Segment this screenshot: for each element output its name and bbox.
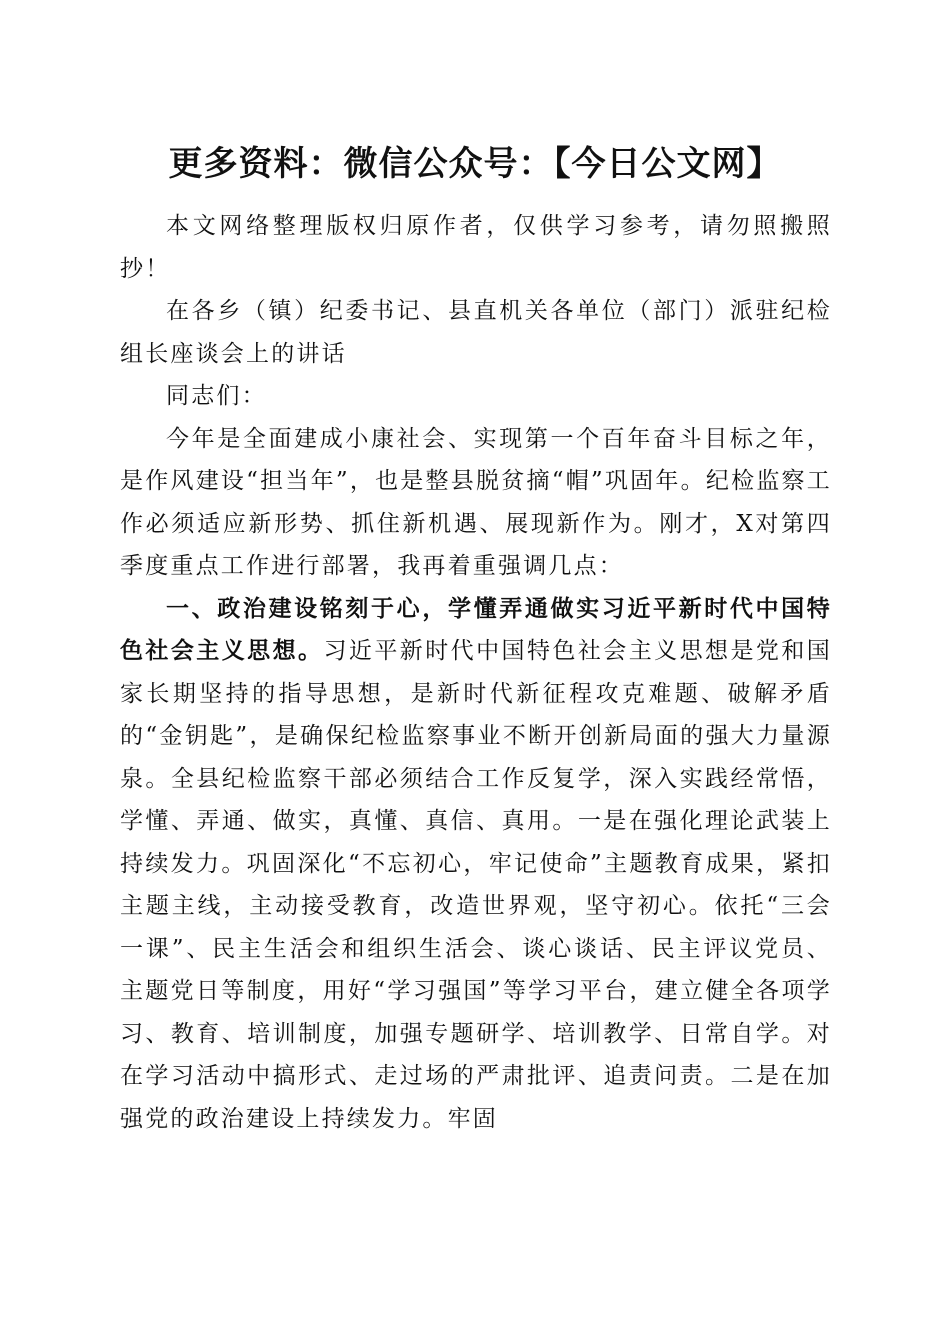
- section-1-paragraph: [120, 588, 832, 1141]
- speech-title: 在各乡（镇）纪委书记、县直机关各单位（部门）派驻纪检组长座谈会上的讲话: [120, 298, 832, 367]
- header-title: 更多资料：微信公众号：【今日公文网】: [168, 144, 782, 184]
- section-1-heading: 一、政治建设铭刻于心，学懂弄通做实习近平新时代中国特色社会主义思想。: [120, 595, 832, 664]
- section-1-body: 习近平新时代中国特色社会主义思想是党和国家长期坚持的指导思想，是新时代新征程攻克难题、破解矛盾的“金钥匙”，是确保纪检监察事业不断开创新局面的强大力量源泉。全县纪检监察干部必须结合工作反复学，深入实践经常悟，学懂、弄通、做实，真懂、真信、真用。一是在强化理论武装上持续发力。巩固深化“不忘初心，牢记使命”主题教育成果，紧扣主题主线，主动接受教育，改造世界观，坚守初心。依托“三会一课”、民主生活会和组织生活会、谈心谈话、民主评议党员、主题党日等制度，用好“学习强国”等学习平台，建立健全各项学习、教育、培训制度，加强专题研学、培训教学、日常自学。对在学习活动中搞形式、走过场的严肃批评、追责问责。二是在加强党的政治建设上持续发力。牢固: [120, 638, 832, 1132]
- copyright-notice: 本文网络整理版权归原作者，仅供学习参考，请勿照搬照抄！: [120, 213, 832, 282]
- intro-paragraph: 今年是全面建成小康社会、实现第一个百年奋斗目标之年，是作风建设“担当年”，也是整县脱贫摘“帽”巩固年。纪检监察工作必须适应新形势、抓住新机遇、展现新作为。刚才，X对第四季度重点工作进行部署，我再着重强调几点：: [120, 425, 832, 579]
- salutation: 同志们：: [166, 383, 267, 409]
- document-body: [120, 205, 832, 1140]
